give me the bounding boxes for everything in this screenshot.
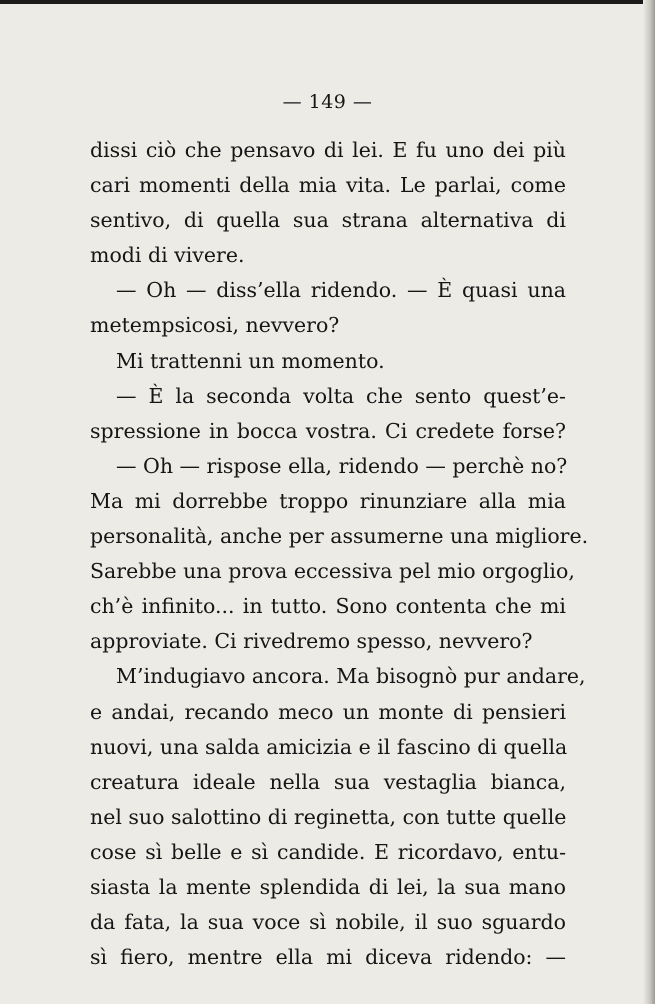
body-text [90,133,589,975]
text-line: metempsicosi, nevvero? [90,313,340,338]
text-line: personalità, anche per assumerne una migliore. [90,524,589,549]
text-line: approviate. Ci rivedremo spesso, nevvero? [90,629,533,654]
text-line: ch’è infinito... in tutto. Sono contenta che mi [90,594,566,619]
text-line: nel suo salottino di reginetta, con tutte quelle [90,804,567,829]
text-line: modi di vivere. [90,243,245,268]
text-line: Ma mi dorrebbe troppo rinunziare alla mia [90,488,566,513]
text-line: Mi trattenni un momento. [116,348,385,373]
text-line: da fata, la sua voce sì nobile, il suo sguardo [90,910,566,935]
text-line: creatura ideale nella sua vestaglia bianca, [90,769,566,794]
text-line: cose sì belle e sì candide. E ricordavo, entu- [90,839,566,864]
text-line: — È la seconda volta che sento quest’e- [116,383,566,408]
text-line: spressione in bocca vostra. Ci credete forse? [90,418,566,443]
text-line: sentivo, di quella sua strana alternativa di [90,208,566,233]
text-line: nuovi, una salda amicizia e il fascino di quella [90,734,568,759]
text-line: — Oh — diss’ella ridendo. — È quasi una [116,278,566,303]
text-line: cari momenti della mia vita. Le parlai, come [90,173,566,198]
page-binding-edge [643,0,655,1004]
text-line: M’indugiavo ancora. Ma bisognò pur andare, [116,664,586,689]
page-number-header: — 149 — [282,91,373,113]
text-line: Sarebbe una prova eccessiva pel mio orgoglio, [90,559,575,584]
text-line: sì fiero, mentre ella mi diceva ridendo: — [90,945,566,970]
text-line: e andai, recando meco un monte di pensieri [90,699,566,724]
text-line: dissi ciò che pensavo di lei. E fu uno dei più [90,138,566,162]
text-line: siasta la mente splendida di lei, la sua mano [90,874,566,899]
page-top-edge [0,0,655,4]
text-line: — Oh — rispose ella, ridendo — perchè no? [116,453,568,478]
